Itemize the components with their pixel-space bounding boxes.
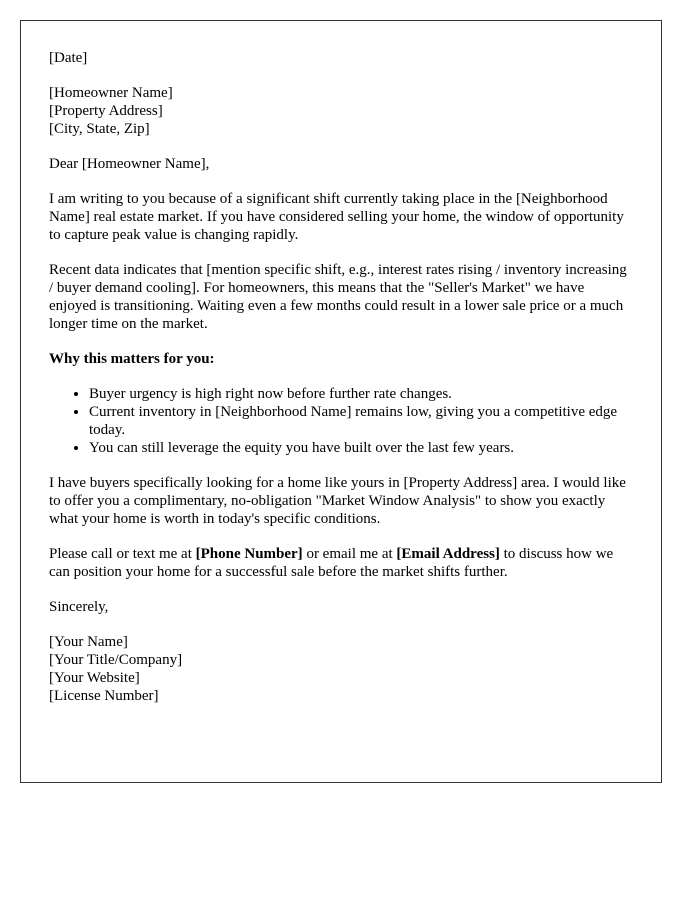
letter — [20, 20, 662, 783]
list-item: • You can still leverage the equity you have built over the last few years. — [89, 439, 633, 457]
paragraph-offer: I have buyers specifically looking for a home like yours in [Property Address] area. I would like to offer you a complimentary, no-obligation "Market Window Analysis" to show you exactly what your home is worth in today's specific conditions. — [49, 475, 626, 527]
salutation: Dear [Homeowner Name], — [49, 156, 210, 172]
paragraph-contact — [49, 545, 633, 581]
paragraph-intro: I am writing to you because of a significant shift currently taking place in the [Neighborhood Name] real estate market. If you have considered selling your home, the window of opportunity to capture peak value is changing rapidly. — [49, 191, 624, 243]
why-heading — [49, 350, 633, 368]
phone-placeholder: [Phone Number] — [195, 546, 303, 562]
contact-text-b: or email me at — [302, 546, 397, 562]
signature-name: [Your Name] — [49, 634, 128, 650]
contact-text-a: Please call or text me at — [49, 546, 196, 562]
paragraph-market-data: Recent data indicates that [mention specific shift, e.g., interest rates rising / inventory increasing / buyer demand cooling]. For homeowners, this means that the "Seller's Market" we have enjoyed is transitioning. Waiting even a few months could result in a lower sale price or a much longer time on the market. — [49, 262, 627, 332]
closing: Sincerely, — [49, 599, 109, 615]
signature-website: [Your Website] — [49, 670, 140, 686]
list-item: • Current inventory in [Neighborhood Name] remains low, giving you a competitive edge today. — [89, 403, 633, 439]
recipient-block — [49, 84, 633, 138]
signature-license: [License Number] — [49, 688, 159, 704]
recipient-city: [City, State, Zip] — [49, 121, 150, 137]
email-placeholder: [Email Address] — [396, 546, 500, 562]
why-heading-text: Why this matters for you: — [49, 351, 215, 367]
reasons-list — [49, 385, 633, 457]
signature-block — [49, 633, 633, 705]
contact-text-c: to discuss how we can position your home for a successful sale before the market shifts further. — [49, 546, 614, 580]
recipient-address: [Property Address] — [49, 103, 163, 119]
signature-title: [Your Title/Company] — [49, 652, 183, 668]
date: [Date] — [49, 50, 88, 66]
list-item: • Buyer urgency is high right now before further rate changes. — [89, 385, 633, 403]
recipient-name: [Homeowner Name] — [49, 85, 173, 101]
